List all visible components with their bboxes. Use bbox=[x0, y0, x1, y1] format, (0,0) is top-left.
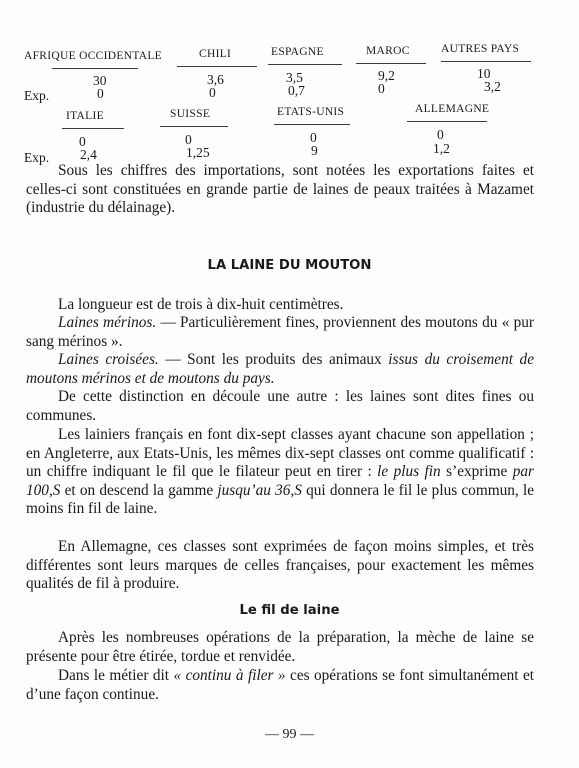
import-value: 0 bbox=[310, 130, 317, 145]
import-value: 10 bbox=[477, 66, 491, 81]
paragraph-text: ces opérations se font simultanément et d’une façon continue. bbox=[26, 667, 534, 703]
paragraph-preparation: Après les nombreuses opérations de la préparation, la mèche de laine se présente pour être étirée, tordue et renvidée. bbox=[26, 629, 534, 665]
paragraph-text: qui donnera le fil le plus commun, le moins fin fil de laine. bbox=[26, 481, 534, 518]
export-value: 0 bbox=[378, 81, 385, 96]
export-value: 1,2 bbox=[433, 141, 450, 156]
import-value: 3,5 bbox=[286, 70, 303, 85]
export-value: 0 bbox=[97, 86, 104, 101]
header-rule bbox=[177, 66, 257, 67]
country-autres-pays: AUTRES PAYS bbox=[441, 43, 520, 55]
paragraph-longueur: La longueur est de trois à dix-huit centimètres. bbox=[58, 296, 344, 313]
paragraph-text: s’exprime bbox=[440, 463, 513, 481]
import-value: 0 bbox=[437, 127, 444, 142]
paragraph-italic: jusqu’au 36,S bbox=[217, 481, 302, 499]
import-value: 0 bbox=[185, 132, 192, 147]
header-rule bbox=[62, 128, 124, 129]
header-rule bbox=[52, 68, 138, 69]
country-etats-unis: ETATS-UNIS bbox=[277, 106, 345, 118]
export-value: 2,4 bbox=[80, 147, 97, 162]
paragraph-laines-croisees bbox=[26, 351, 534, 388]
paragraph-distinction: De cette distinction en découle une autre : les laines sont dites fines ou communes. bbox=[26, 388, 534, 424]
country-espagne: ESPAGNE bbox=[271, 46, 324, 58]
export-value: 9 bbox=[311, 143, 318, 158]
paragraph-text: et on descend la gamme bbox=[60, 481, 218, 499]
import-value: 30 bbox=[93, 73, 107, 88]
paragraph-classes bbox=[26, 426, 534, 519]
header-rule bbox=[356, 63, 426, 64]
export-value: 0,7 bbox=[288, 83, 305, 98]
term-laines-croisees: Laines croisées. bbox=[58, 351, 159, 368]
country-suisse: SUISSE bbox=[170, 108, 211, 120]
section-title: LA LAINE DU MOUTON bbox=[207, 258, 372, 273]
export-value: 1,25 bbox=[186, 145, 210, 160]
paragraph-text: Dans le métier dit bbox=[58, 667, 174, 684]
paragraph-text: Les lainiers français en font dix-sept classes ayant chacune son appellation ; en Angleterre, aux Etats-Unis, les mêmes dix-sept classes ont comme qualificatif : un chiffre indiquant le fil que le filateur peut en tirer : bbox=[26, 426, 534, 481]
page-number: — 99 — bbox=[265, 727, 314, 742]
country-italie: ITALIE bbox=[66, 110, 104, 122]
paragraph-allemagne: En Allemagne, ces classes sont exprimées de façon moins simples, et très différentes sont leurs marques de celles françaises, pour exactement les mêmes qualités de fil à produire. bbox=[26, 538, 534, 593]
header-rule bbox=[407, 121, 487, 122]
paragraph-laines-merinos bbox=[26, 314, 534, 351]
export-value: 0 bbox=[209, 85, 216, 100]
header-rule bbox=[268, 64, 342, 65]
country-chili: CHILI bbox=[199, 48, 232, 60]
export-value: 3,2 bbox=[484, 79, 501, 94]
paragraph-text: — Particulièrement fines, proviennent des moutons du « pur sang mérinos ». bbox=[26, 314, 535, 350]
paragraph-italic: « continu à filer » bbox=[173, 667, 286, 684]
import-value: 0 bbox=[79, 134, 86, 149]
import-value: 3,6 bbox=[207, 72, 224, 87]
intro-paragraph: Sous les chiffres des importations, sont notées les exportations faites et celles-ci sont constituées en grande partie de laines de peaux traitées à Mazamet (industrie du délainage). bbox=[26, 162, 534, 217]
subsection-title: Le fil de laine bbox=[239, 603, 340, 618]
paragraph-italic: par 100,S bbox=[26, 463, 534, 499]
paragraph-italic: le plus fin bbox=[377, 463, 441, 481]
paragraph-continu bbox=[26, 667, 534, 704]
term-laines-merinos: Laines mérinos. bbox=[58, 314, 157, 331]
paragraph-text: — Sont les produits des animaux bbox=[158, 351, 389, 368]
country-allemagne: ALLEMAGNE bbox=[415, 103, 490, 115]
paragraph-italic: issus du croisement de moutons mérinos et de moutons du pays. bbox=[26, 351, 534, 387]
header-rule bbox=[160, 126, 228, 127]
export-label: Exp. bbox=[24, 150, 50, 165]
country-maroc: MAROC bbox=[366, 45, 410, 57]
export-label: Exp. bbox=[24, 88, 50, 103]
header-rule bbox=[274, 124, 350, 125]
country-afrique-occidentale: AFRIQUE OCCIDENTALE bbox=[24, 50, 162, 62]
import-value: 9,2 bbox=[378, 68, 395, 83]
header-rule bbox=[441, 61, 531, 62]
